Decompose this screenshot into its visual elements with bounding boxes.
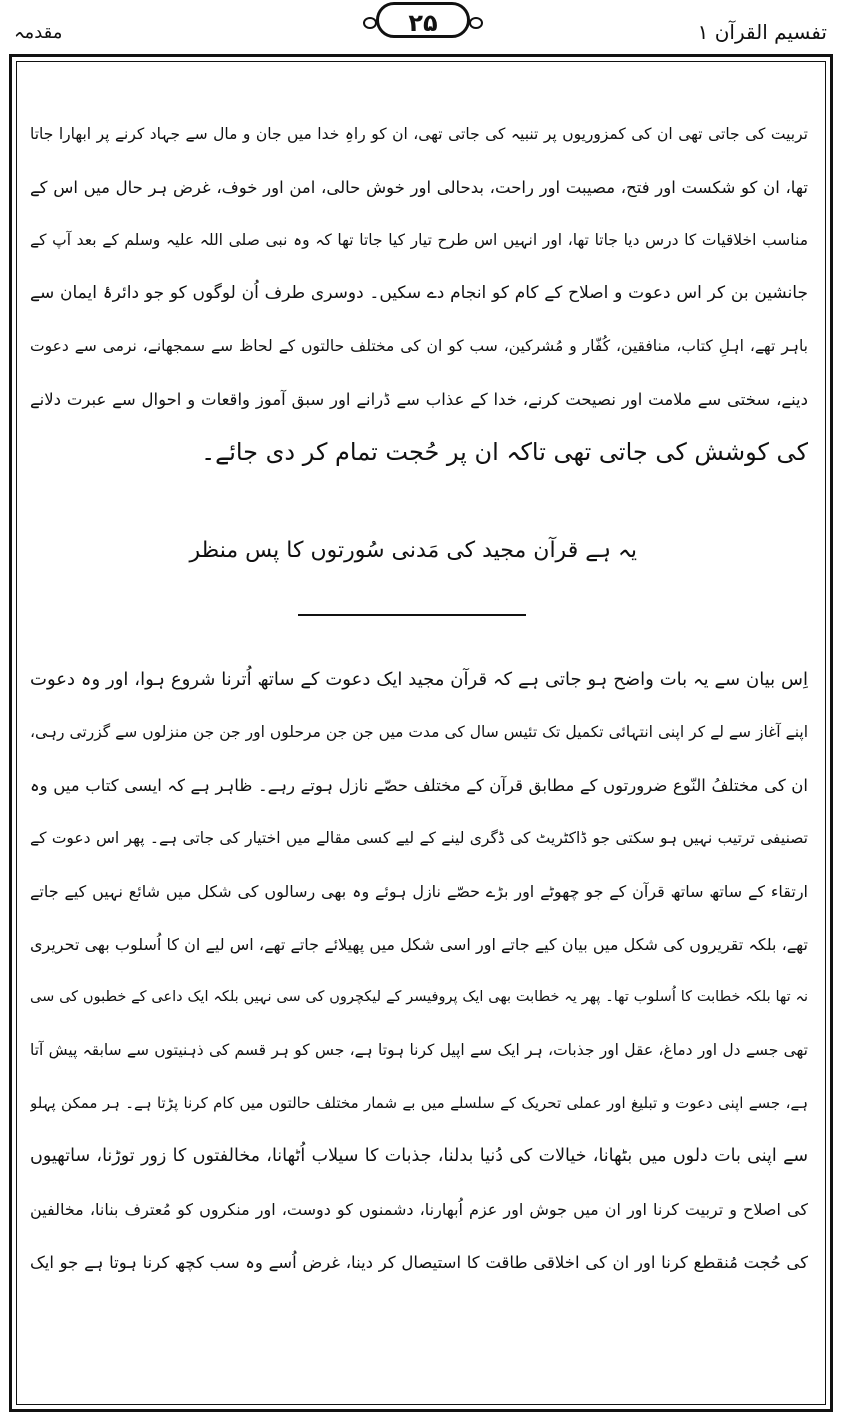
paragraph-2 <box>30 653 808 1289</box>
text-line: سے اپنی بات دلوں میں بٹھانا، خیالات کی دُنیا بدلنا، جذبات کا سیلاب اُٹھانا، مخالفتوں کا زور توڑنا، ساتھیوں <box>30 1146 808 1166</box>
book-title: تفسیم القرآن ۱ <box>697 20 827 44</box>
text-line: اپنے آغاز سے لے کر اپنی انتہائی تکمیل تک تئیس سال کی مدت میں جن جن مرحلوں اور جن جن منزلوں سے گزرتی رہی، <box>30 723 808 741</box>
text-line: تھے، بلکہ تقریروں کی شکل میں بیان کیے جاتے اور اسی شکل میں پھیلائے جاتے تھے، اس لیے ان کا اُسلوب بھی تحریری <box>30 935 808 954</box>
text-line: کی حُجت مُنقطع کرنا اور ان کی اخلاقی طاقت کا استیصال کر دینا، غرض اُسے وہ سب کچھ کرنا ہوتا ہے جو ایک <box>30 1253 808 1272</box>
text-line: دینے، سختی سے ملامت اور نصیحت کرنے، خدا کے عذاب سے ڈرانے اور سبق آموز واقعات و احوال سے عبرت دلانے <box>30 390 808 409</box>
text-line: تربیت کی جاتی تھی ان کی کمزوریوں پر تنبیہ کی جاتی تھی، ان کو راہِ خدا میں جان و مال سے جہاد کرنے پر ابھارا جاتا <box>30 125 808 143</box>
text-line: ہے، جسے اپنی دعوت و تبلیغ اور عملی تحریک کے سلسلے میں بے شمار مختلف حالتوں میں کام کرنا پڑتا ہے۔ ہر ممکن پہلو <box>30 1094 808 1112</box>
text-line: کی اصلاح و تربیت کرنا اور ان میں جوش اور عزم اُبھارنا، دشمنوں کو دوست، اور منکروں کو مُعترف بنانا، مخالفین <box>30 1200 808 1219</box>
closing-line: یہ ہے قرآن مجید کی مَدنی سُورتوں کا پس منظر <box>189 538 637 563</box>
text-line: کی کوشش کی جاتی تھی تاکہ ان پر حُجت تمام کر دی جائے۔ <box>201 438 808 466</box>
paragraph-1 <box>30 108 808 479</box>
text-line: تھی جسے دل اور دماغ، عقل اور جذبات، ہر ایک سے اپیل کرنا ہوتا ہے، جس کو ہر قسم کی ذہنیتوں سے سابقہ پیش آتا <box>30 1041 808 1059</box>
text-line: مناسب اخلاقیات کا درس دیا جاتا تھا، اور انہیں اس طرح تیار کیا جاتا تھا کہ وہ نبی صلی اللہ علیہ وسلم کے بعد آپ کے <box>30 231 808 249</box>
text-line: تصنیفی ترتیب نہیں ہو سکتی جو ڈاکٹریٹ کی ڈگری لینے کے لیے کسی مقالے میں اختیار کی جاتی ہے۔ پھر اس دعوت کے <box>30 829 808 847</box>
text-line: جانشین بن کر اس دعوت و اصلاح کے کام کو انجام دے سکیں۔ دوسری طرف اُن لوگوں کو جو دائرۂ ایمان سے <box>30 283 808 303</box>
text-line: تھا، ان کو شکست اور فتح، مصیبت اور راحت، بدحالی اور خوش حالی، امن اور خوف، غرض ہر حال میں اس کے <box>30 178 808 197</box>
text-line: ان کی مختلفُ النّوع ضرورتوں کے مطابق قرآن کے مختلف حصّے نازل ہوتے رہے۔ ظاہر ہے کہ ایسی کتاب میں وہ <box>30 776 808 795</box>
page-number: ۲۵ <box>376 2 470 38</box>
text-line: باہر تھے، اہلِ کتاب، منافقین، کُفّار و مُشرکین، سب کو ان کی مختلف حالتوں کے لحاظ سے سمجھانے، نرمی سے دعوت <box>30 337 808 355</box>
text-line: اِس بیان سے یہ بات واضح ہو جاتی ہے کہ قرآن مجید ایک دعوت کے ساتھ اُترنا شروع ہوا، اور وہ دعوت <box>30 669 808 690</box>
text-line: نہ تھا بلکہ خطابت کا اُسلوب تھا۔ پھر یہ خطابت بھی ایک پروفیسر کے لیکچروں کی سی نہیں بلکہ ایک داعی کے خطبوں کی سی <box>30 989 808 1005</box>
text-line: ارتقاء کے ساتھ ساتھ قرآن کے جو چھوٹے اور بڑے حصّے نازل ہوئے وہ بھی رسالوں کی شکل میں شائع نہیں کیے جاتے <box>30 882 808 901</box>
section-divider <box>298 614 526 616</box>
section-title: مقدمہ <box>14 22 63 43</box>
